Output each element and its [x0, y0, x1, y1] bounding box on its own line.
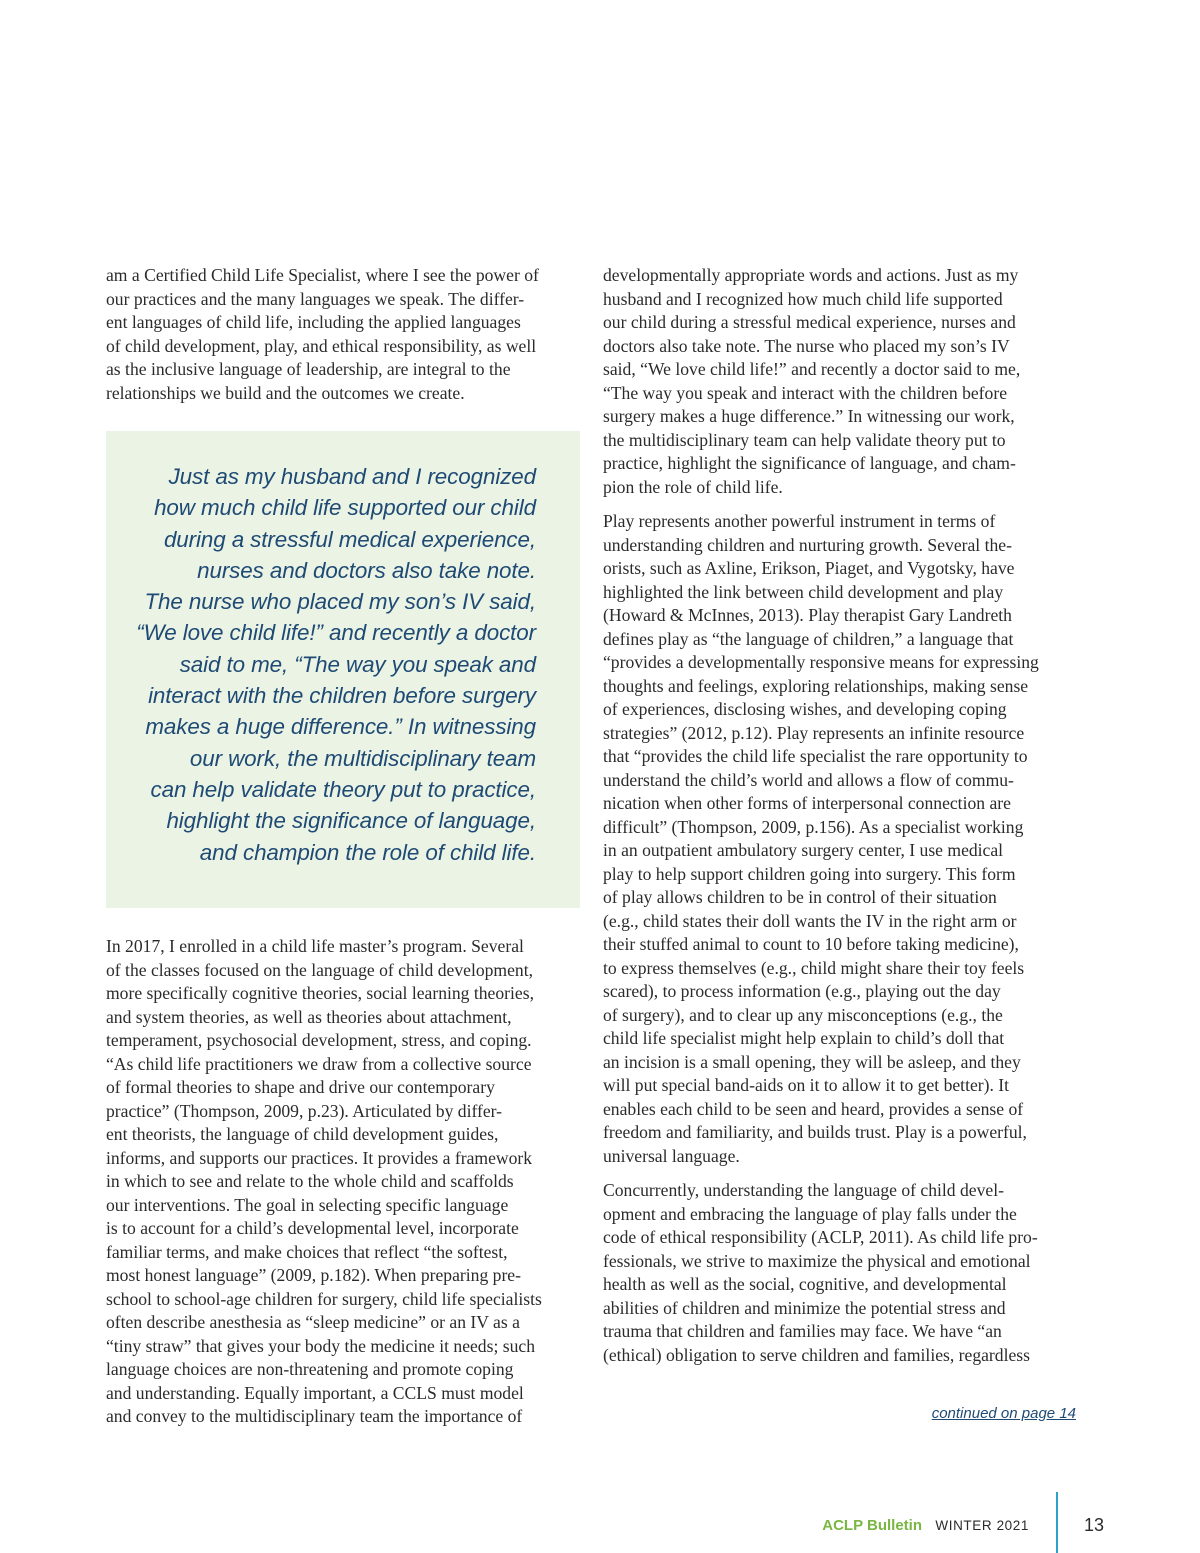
text-line: in an outpatient ambulatory surgery center, I use medical	[603, 840, 1004, 860]
text-line: and convey to the multidisciplinary team the importance of	[106, 1406, 523, 1426]
text-line: our interventions. The goal in selecting specific language	[106, 1194, 509, 1215]
text-line: more specifically cognitive theories, social learning theories,	[106, 983, 534, 1003]
text-line: temperament, psychosocial development, stress, and coping.	[106, 1030, 532, 1050]
text-line: our work, the multidisciplinary team	[189, 745, 536, 771]
text-line: The nurse who placed my son’s IV said,	[144, 589, 536, 615]
left-column-body	[106, 935, 584, 1429]
text-line: in which to see and relate to the whole child and scaffolds	[106, 1171, 514, 1191]
paragraph-ethics	[603, 1179, 1078, 1367]
text-line: pion the role of child life.	[603, 476, 783, 497]
text-line: freedom and familiarity, and builds trust. Play is a powerful,	[603, 1122, 1027, 1142]
text-line: their stuffed animal to count to 10 before taking medicine),	[603, 934, 1019, 954]
text-line: understand the child’s world and allows a flow of commu-	[603, 769, 1014, 790]
text-line: In 2017, I enrolled in a child life master’s program. Several	[106, 936, 524, 956]
text-line: difficult” (Thompson, 2009, p.156). As a specialist working	[603, 816, 1024, 837]
text-line: as the inclusive language of leadership, are integral to the	[106, 359, 511, 379]
text-line: Concurrently, understanding the language of child devel-	[603, 1180, 1004, 1200]
text-line: the multidisciplinary team can help validate theory put to	[603, 429, 1006, 450]
text-line: doctors also take note. The nurse who placed my son’s IV	[603, 335, 1010, 356]
continued-link[interactable]: continued on page 14	[931, 1405, 1076, 1422]
text-line: of formal theories to shape and drive our contemporary	[106, 1077, 495, 1097]
text-line: enables each child to be seen and heard, provides a sense of	[603, 1098, 1024, 1119]
text-line: universal language.	[603, 1145, 740, 1166]
text-line: highlighted the link between child development and play	[603, 581, 1004, 602]
pull-quote-text	[136, 461, 536, 868]
text-line: is to account for a child’s developmental level, incorporate	[106, 1218, 519, 1238]
text-line: ent theorists, the language of child development guides,	[106, 1124, 499, 1144]
text-line: developmentally appropriate words and actions. Just as my	[603, 265, 1019, 285]
text-line: said to me, “The way you speak and	[179, 651, 536, 677]
text-line: how much child life supported our child	[154, 495, 536, 521]
text-line: familiar terms, and make choices that reflect “the softest,	[106, 1241, 508, 1262]
text-line: highlight the significance of language,	[166, 808, 536, 834]
text-line: nication when other forms of interpersonal connection are	[603, 793, 1011, 813]
issue-date: WINTER 2021	[935, 1518, 1029, 1533]
text-line: Just as my husband and I recognized	[168, 464, 536, 489]
text-line: child life specialist might help explain to child’s doll that	[603, 1028, 1005, 1048]
text-line: trauma that children and families may face. We have “an	[603, 1321, 1002, 1341]
text-line: “provides a developmentally responsive means for expressing	[603, 652, 1039, 672]
text-line: of experiences, disclosing wishes, and developing coping	[603, 699, 1007, 719]
text-line: will put special band-aids on it to allow it to get better). It	[603, 1075, 1010, 1095]
text-line: during a stressful medical experience,	[163, 526, 536, 552]
text-line: (Howard & McInnes, 2013). Play therapist Gary Landreth	[603, 605, 1012, 625]
text-line: practice, highlight the significance of language, and cham-	[603, 453, 1016, 473]
text-line: school to school-age children for surgery, child life specialists	[106, 1288, 542, 1309]
paragraph-play	[603, 510, 1078, 1168]
paragraph-words-actions	[603, 264, 1078, 499]
text-line: of play allows children to be in control of their situation	[603, 887, 997, 907]
text-line: play to help support children going into surgery. This form	[603, 863, 1016, 884]
text-line: (e.g., child states their doll wants the IV in the right arm or	[603, 910, 1017, 931]
text-line: scared), to process information (e.g., playing out the day	[603, 981, 1001, 1001]
footer-divider	[1056, 1492, 1058, 1553]
text-line: “The way you speak and interact with the children before	[603, 382, 1008, 403]
page-number: 13	[1084, 1515, 1105, 1535]
text-line: “We love child life!” and recently a doctor	[136, 620, 536, 646]
text-line: health as well as the social, cognitive, and developmental	[603, 1274, 1007, 1294]
left-column-intro	[106, 264, 584, 405]
text-line: Play represents another powerful instrument in terms of	[603, 511, 996, 531]
text-line: informs, and supports our practices. It provides a framework	[106, 1147, 533, 1168]
right-column	[603, 264, 1078, 1367]
text-line: (ethical) obligation to serve children and families, regardless	[603, 1344, 1030, 1365]
text-line: makes a huge difference.” In witnessing	[145, 714, 536, 740]
text-line: often describe anesthesia as “sleep medicine” or an IV as a	[106, 1312, 520, 1332]
text-line: our child during a stressful medical experience, nurses and	[603, 312, 1016, 332]
text-line: language choices are non-threatening and promote coping	[106, 1359, 514, 1379]
text-line: of surgery), and to clear up any misconceptions (e.g., the	[603, 1004, 1003, 1025]
text-line: opment and embracing the language of play falls under the	[603, 1203, 1017, 1224]
text-line: thoughts and feelings, exploring relationships, making sense	[603, 675, 1029, 696]
text-line: interact with the children before surgery	[148, 683, 536, 709]
text-line: ent languages of child life, including the applied languages	[106, 312, 521, 332]
text-line: said, “We love child life!” and recently a doctor said to me,	[603, 359, 1021, 379]
text-line: am a Certified Child Life Specialist, where I see the power of	[106, 265, 539, 285]
text-line: nurses and doctors also take note.	[197, 557, 536, 583]
text-line: an incision is a small opening, they will be asleep, and they	[603, 1051, 1021, 1072]
text-line: strategies” (2012, p.12). Play represents an infinite resource	[603, 722, 1025, 743]
text-line: and understanding. Equally important, a CCLS must model	[106, 1382, 524, 1403]
text-line: our practices and the many languages we speak. The differ-	[106, 288, 525, 309]
text-line: practice” (Thompson, 2009, p.23). Articulated by differ-	[106, 1100, 503, 1121]
publication-name: ACLP Bulletin	[822, 1517, 922, 1534]
text-line: code of ethical responsibility (ACLP, 2011). As child life pro-	[603, 1227, 1038, 1247]
text-line: fessionals, we strive to maximize the physical and emotional	[603, 1250, 1031, 1271]
text-line: can help validate theory put to practice,	[150, 776, 536, 802]
text-line: and system theories, as well as theories about attachment,	[106, 1006, 512, 1027]
text-line: that “provides the child life specialist the rare opportunity to	[603, 746, 1028, 766]
text-line: most honest language” (2009, p.182). When preparing pre-	[106, 1265, 521, 1285]
pull-quote	[106, 431, 580, 908]
text-line: defines play as “the language of children,” a language that	[603, 628, 1014, 649]
text-line: and champion the role of child life.	[199, 839, 536, 865]
text-line: “tiny straw” that gives your body the medicine it needs; such	[106, 1335, 535, 1356]
text-line: relationships we build and the outcomes we create.	[106, 382, 465, 403]
text-line: orists, such as Axline, Erikson, Piaget, and Vygotsky, have	[603, 558, 1015, 578]
text-line: “As child life practitioners we draw from a collective source	[106, 1053, 532, 1074]
text-line: abilities of children and minimize the potential stress and	[603, 1297, 1006, 1318]
text-line: of the classes focused on the language of child development,	[106, 959, 534, 980]
text-line: to express themselves (e.g., child might share their toy feels	[603, 957, 1025, 978]
text-line: understanding children and nurturing growth. Several the-	[603, 534, 1012, 555]
text-line: husband and I recognized how much child life supported	[603, 288, 1003, 309]
text-line: surgery makes a huge difference.” In witnessing our work,	[603, 406, 1015, 426]
text-line: of child development, play, and ethical responsibility, as well	[106, 335, 537, 356]
